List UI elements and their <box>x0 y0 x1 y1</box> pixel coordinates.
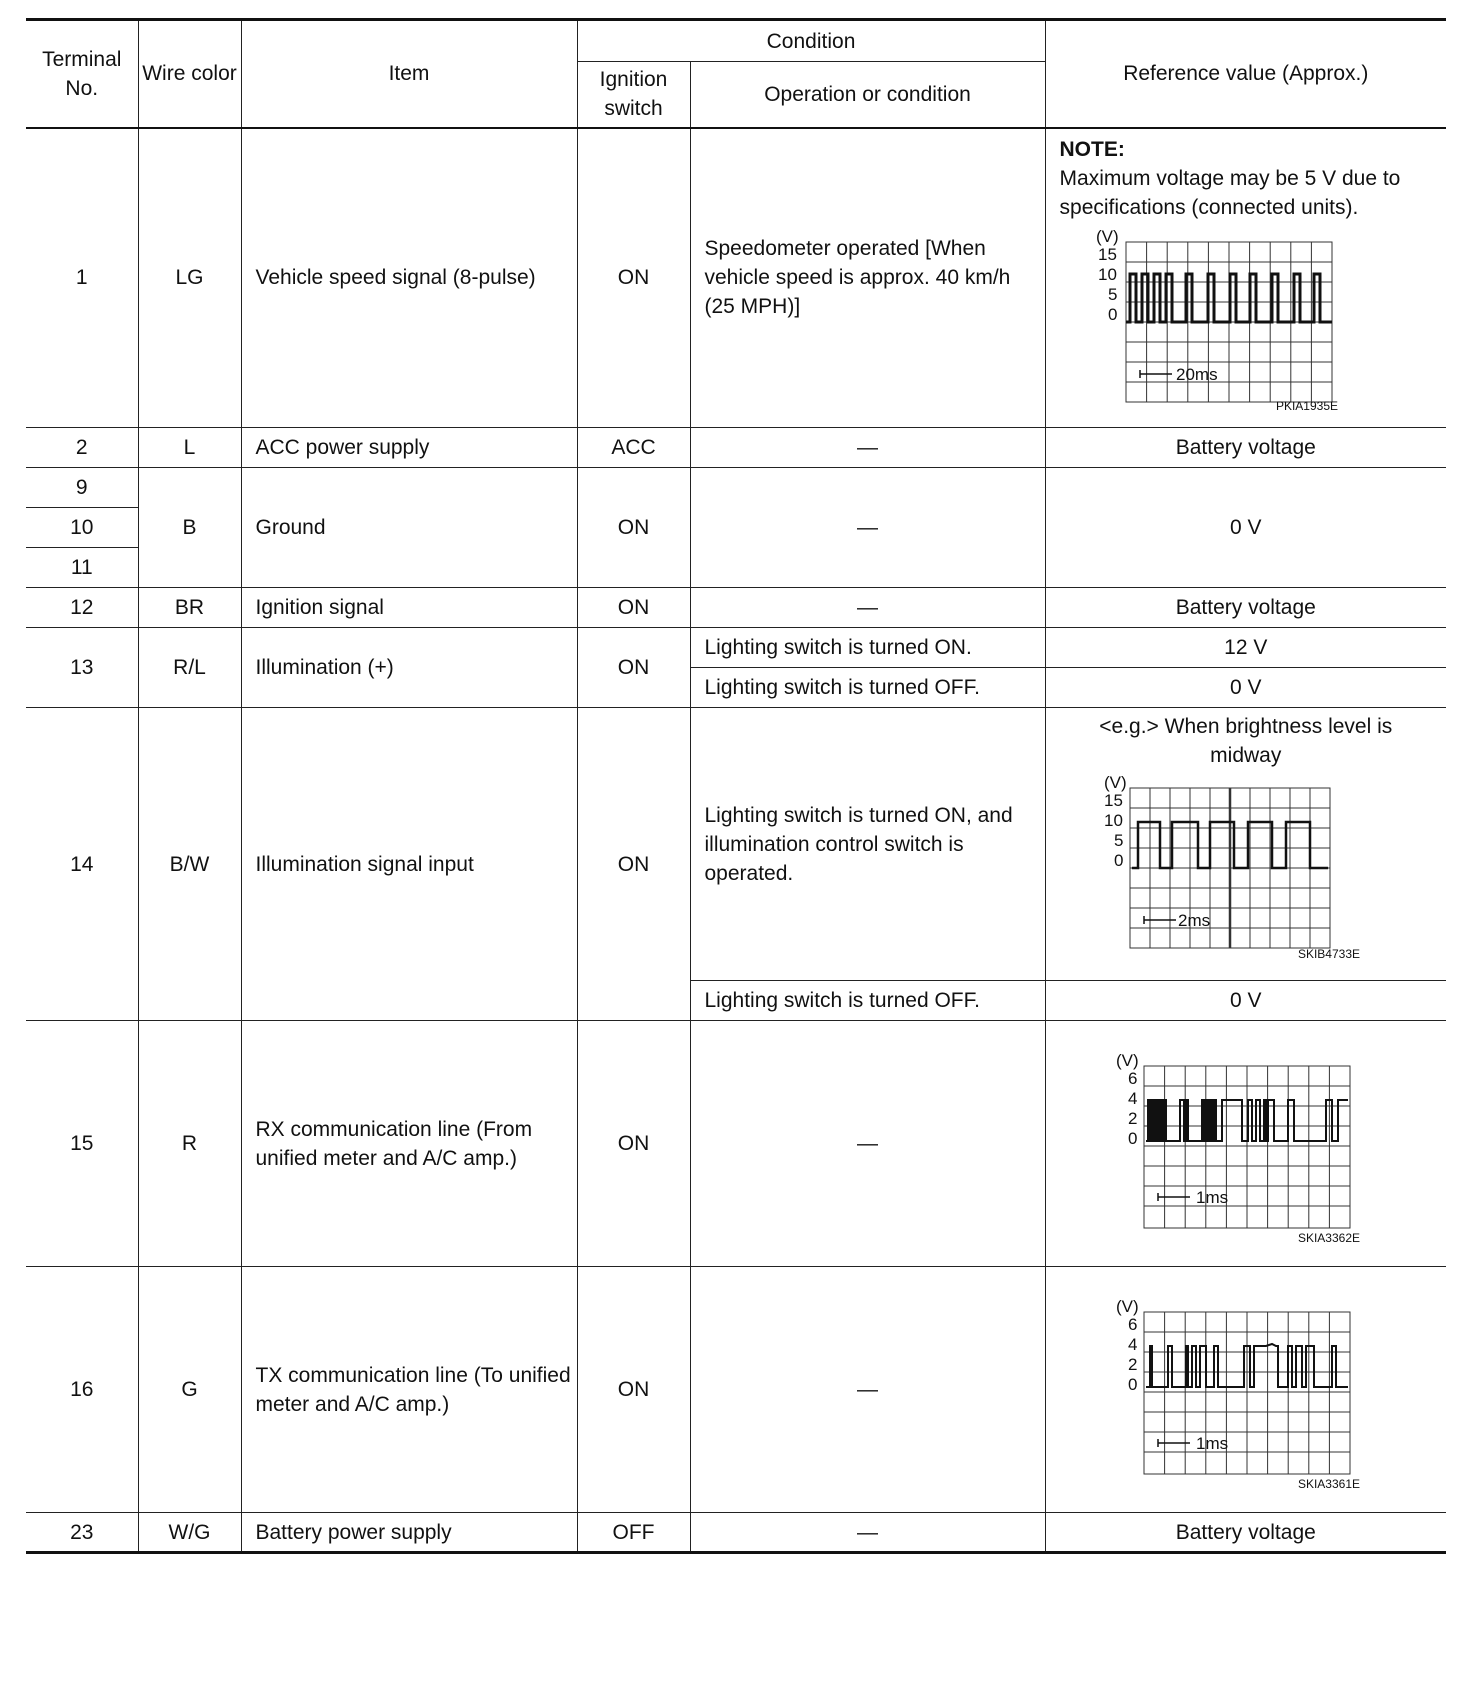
header-ignition-switch <box>577 62 690 128</box>
header-reference-value-text: Reference value (Approx.) <box>1123 62 1369 86</box>
table-row <box>26 588 1446 628</box>
figure-code: PKIA1935E <box>1275 398 1338 412</box>
wire-color-cell: LG <box>138 128 241 428</box>
table-row <box>26 468 1446 508</box>
item-cell: Ignition signal <box>241 588 577 628</box>
terminal-reference-table <box>26 18 1446 1554</box>
reference-cell: Battery voltage <box>1045 588 1446 628</box>
terminal-cell: 2 <box>26 428 138 468</box>
reference-cell <box>1045 128 1446 428</box>
reference-cell: 0 V <box>1045 468 1446 588</box>
reference-cell: Battery voltage <box>1045 1513 1446 1553</box>
terminal-cell: 1 <box>26 128 138 428</box>
wave-tick-label: 0 <box>1113 851 1123 870</box>
waveform-vehicle-speed <box>1060 222 1360 412</box>
wave-tick-label: 2 <box>1127 1108 1137 1128</box>
header-operation: Operation or condition <box>690 62 1045 128</box>
terminal-cell: 14 <box>26 708 138 1021</box>
wave-tick-label: 10 <box>1103 811 1123 830</box>
wire-color-cell: R/L <box>138 628 241 708</box>
operation-cell: — <box>690 1267 1045 1513</box>
operation-cell: Lighting switch is turned OFF. <box>690 981 1045 1021</box>
wave-unit-label: (V) <box>1115 1050 1139 1070</box>
terminal-cell: 23 <box>26 1513 138 1553</box>
header-condition: Condition <box>577 20 1045 62</box>
operation-cell: Lighting switch is turned OFF. <box>690 668 1045 708</box>
table-row <box>26 1513 1446 1553</box>
table-row <box>26 628 1446 668</box>
terminal-cell: 10 <box>26 508 138 548</box>
terminal-cell: 13 <box>26 628 138 708</box>
reference-cell <box>1045 1021 1446 1267</box>
wave-tick-label: 4 <box>1127 1088 1137 1108</box>
wave-time-label: 1ms <box>1195 1433 1228 1453</box>
wave-tick-label: 0 <box>1107 304 1117 324</box>
wave-unit-label: (V) <box>1115 1296 1139 1316</box>
ignition-cell: ON <box>577 628 690 708</box>
operation-cell: — <box>690 588 1045 628</box>
header-terminal-no <box>26 20 138 128</box>
reference-cell <box>1045 1267 1446 1513</box>
wire-color-cell: B <box>138 468 241 588</box>
header-item: Item <box>241 20 577 128</box>
ignition-cell: ON <box>577 708 690 1021</box>
wave-tick-label: 10 <box>1097 264 1117 284</box>
item-cell: RX communication line (From unified meter and A/C amp.) <box>241 1021 577 1267</box>
wave-tick-label: 2 <box>1127 1354 1137 1374</box>
terminal-cell: 12 <box>26 588 138 628</box>
terminal-cell: 11 <box>26 548 138 588</box>
operation-cell: — <box>690 468 1045 588</box>
terminal-cell: 15 <box>26 1021 138 1267</box>
header-wire-color <box>138 20 241 128</box>
wave-trace <box>1126 274 1332 322</box>
figure-code: SKIA3361E <box>1297 1476 1360 1490</box>
wave-tick-label: 6 <box>1127 1314 1137 1334</box>
item-cell: Vehicle speed signal (8-pulse) <box>241 128 577 428</box>
figure-code: SKIA3362E <box>1297 1230 1360 1244</box>
table-row <box>26 428 1446 468</box>
wave-grid <box>1144 1066 1350 1228</box>
table-row <box>26 128 1446 428</box>
terminal-cell: 9 <box>26 468 138 508</box>
wave-tick-label: 15 <box>1103 791 1123 810</box>
ignition-cell: OFF <box>577 1513 690 1553</box>
item-cell: Battery power supply <box>241 1513 577 1553</box>
ignition-cell: ON <box>577 1021 690 1267</box>
wire-color-cell: BR <box>138 588 241 628</box>
wave-time-marker <box>1158 1188 1228 1207</box>
wave-time-label: 1ms <box>1195 1187 1228 1207</box>
wave-time-marker <box>1144 911 1210 930</box>
note-text: Maximum voltage may be 5 V due to specifications (connected units). <box>1059 166 1401 219</box>
header-wire-color-text: Wire color <box>142 62 237 86</box>
wave-tick-label: 0 <box>1127 1128 1137 1148</box>
wave-tick-label: 5 <box>1113 831 1123 850</box>
wave-tick-label: 5 <box>1107 284 1117 304</box>
header-reference-value <box>1045 20 1446 128</box>
wave-time-marker <box>1140 365 1218 384</box>
item-cell: Illumination (+) <box>241 628 577 708</box>
header-ignition-switch-text: Ignition switch <box>599 68 668 121</box>
reference-cell: 0 V <box>1045 981 1446 1021</box>
operation-cell: — <box>690 428 1045 468</box>
table-row <box>26 1267 1446 1513</box>
ignition-cell: ON <box>577 468 690 588</box>
waveform-illumination <box>1080 770 1400 960</box>
wave-unit-label: (V) <box>1103 773 1127 792</box>
wave-tick-label: 6 <box>1127 1068 1137 1088</box>
wire-color-cell: R <box>138 1021 241 1267</box>
item-cell: ACC power supply <box>241 428 577 468</box>
operation-cell: Speedometer operated [When vehicle speed is approx. 40 km/h (25 MPH)] <box>690 128 1045 428</box>
item-cell: TX communication line (To unified meter and A/C amp.) <box>241 1267 577 1513</box>
terminal-cell: 16 <box>26 1267 138 1513</box>
operation-cell: — <box>690 1021 1045 1267</box>
ignition-cell: ON <box>577 1267 690 1513</box>
note-title: NOTE: <box>1059 137 1125 161</box>
reference-cell: 12 V <box>1045 628 1446 668</box>
terminal-reference-table-wrapper <box>26 18 1446 1674</box>
operation-cell: — <box>690 1513 1045 1553</box>
operation-cell: Lighting switch is turned ON. <box>690 628 1045 668</box>
wave-time-marker <box>1158 1434 1228 1453</box>
wave-grid <box>1144 1312 1350 1474</box>
table-row <box>26 708 1446 981</box>
wire-color-cell: W/G <box>138 1513 241 1553</box>
ignition-cell: ON <box>577 588 690 628</box>
wave-unit-label: (V) <box>1095 226 1119 246</box>
wave-time-label: 20ms <box>1175 364 1218 384</box>
ignition-cell: ON <box>577 128 690 428</box>
ignition-cell: ACC <box>577 428 690 468</box>
waveform-rx-line <box>1076 1044 1396 1244</box>
wave-tick-label: 0 <box>1127 1374 1137 1394</box>
wave-tick-label: 15 <box>1097 244 1117 264</box>
reference-caption: <e.g.> When brightness level is midway <box>1099 715 1393 767</box>
item-cell: Illumination signal input <box>241 708 577 1021</box>
wire-color-cell: L <box>138 428 241 468</box>
table-row <box>26 1021 1446 1267</box>
reference-cell: Battery voltage <box>1045 428 1446 468</box>
wire-color-cell: G <box>138 1267 241 1513</box>
reference-cell <box>1045 708 1446 981</box>
operation-cell: Lighting switch is turned ON, and illumination control switch is operated. <box>690 708 1045 981</box>
figure-code: SKIB4733E <box>1297 947 1360 960</box>
reference-cell: 0 V <box>1045 668 1446 708</box>
wave-time-label: 2ms <box>1177 911 1210 930</box>
header-terminal-no-text: Terminal No. <box>42 47 122 100</box>
wire-color-cell: B/W <box>138 708 241 1021</box>
wave-tick-label: 4 <box>1127 1334 1137 1354</box>
waveform-tx-line <box>1076 1290 1396 1490</box>
item-cell: Ground <box>241 468 577 588</box>
